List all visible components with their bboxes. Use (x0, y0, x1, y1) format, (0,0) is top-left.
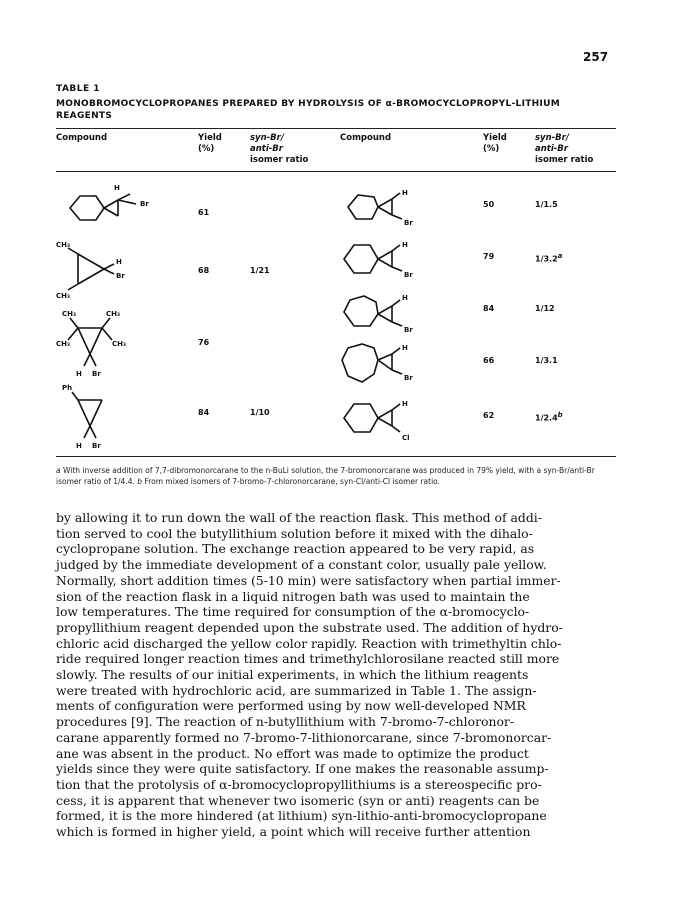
structure-phenyl-bromocyclopropane (56, 382, 166, 460)
label-ch3: CH₃ (112, 340, 127, 348)
label-cl: Cl (402, 434, 410, 442)
yield-left-0: 61 (198, 208, 210, 217)
footnote-mark-b: b (137, 477, 143, 486)
body-paragraph (56, 510, 622, 840)
header-ratio-left (250, 133, 308, 166)
footnote-b-text: From mixed isomers of 7-bromo-7-chloronorcarane, syn-Cl/anti-Cl isomer ratio. (144, 477, 440, 486)
body-line: ane was absent in the product. No effort was made to optimize the product (56, 745, 529, 761)
yield-left-2: 76 (198, 338, 210, 347)
footnote-mark-a: a (56, 466, 61, 475)
ratio-right-3: 1/3.1 (535, 356, 558, 365)
ratio-right-2: 1/12 (535, 304, 555, 313)
ratio-right-1 (535, 252, 562, 264)
label-br: Br (92, 442, 101, 450)
body-line: tion that the protolysis of α-bromocyclopropyllithiums is a stereospecific pro- (56, 776, 542, 792)
label-h: H (116, 258, 122, 266)
label-ch3: CH₃ (62, 310, 77, 318)
ratio-value: 1/3.2 (535, 254, 558, 264)
body-line: formed, it is the more hindered (at lithium) syn-lithio-anti-bromocyclopropane (56, 808, 547, 824)
header-ratio-syn: syn-Br/ (250, 133, 284, 143)
body-line: propyllithium reagent depended upon the substrate used. The addition of hydro- (56, 619, 563, 635)
label-ch3: CH₃ (56, 241, 71, 249)
structure-tetramethyl-bromocyclopropane (56, 306, 166, 386)
body-line: carane apparently formed no 7-bromo-7-lithionorcarane, since 7-bromonorcar- (56, 729, 552, 745)
ratio-left-3: 1/10 (250, 408, 270, 417)
header-ratio-tail: isomer ratio (250, 155, 309, 165)
header-yield-right (483, 133, 507, 155)
structure-bicyclohexane-bromide (340, 183, 440, 231)
label-br: Br (404, 271, 413, 279)
label-ph: Ph (62, 384, 73, 392)
label-h: H (402, 189, 408, 197)
header-yield-line2: (%) (483, 144, 500, 154)
footnote-a-text: With inverse addition of 7,7-dibromonorcarane to the n-BuLi solution, the 7-bromonorcarane was produced in 79% yield, with a syn-Br/anti-Br isomer ratio of 1/4.4. (56, 466, 595, 486)
body-line: by allowing it to run down the wall of the reaction flask. This method of addi- (56, 510, 542, 525)
ratio-right-4 (535, 411, 563, 423)
body-line: procedures [9]. The reaction of n-butyllithium with 7-bromo-7-chloronor- (56, 714, 515, 730)
yield-right-4: 62 (483, 411, 495, 420)
body-line: Normally, short addition times (5-10 min) were satisfactory when partial immer- (56, 572, 561, 588)
label-ch3: CH₃ (56, 292, 71, 300)
body-line: which is formed in higher yield, a point which will receive further attention (56, 824, 531, 840)
ratio-right-0: 1/1.5 (535, 200, 558, 209)
structure-norcarane-chloride (340, 394, 440, 446)
header-yield-line2: (%) (198, 144, 215, 154)
body-line: judged by the immediate development of a constant color, usually pale yellow. (56, 557, 547, 573)
header-ratio-right (535, 133, 593, 166)
label-h: H (402, 241, 408, 249)
table-header-rule (56, 171, 616, 172)
structure-norcarane-bromide (340, 235, 440, 285)
ratio-value: 1/2.4 (535, 413, 558, 423)
label-br: Br (92, 370, 101, 378)
table-footnote (56, 465, 621, 487)
header-ratio-syn: syn-Br/ (535, 133, 569, 143)
label-ch3: CH₃ (56, 340, 71, 348)
table-bottom-rule (56, 456, 616, 457)
label-br: Br (404, 374, 413, 382)
label-br: Br (404, 326, 413, 334)
structure-bicyclooctane-bromide (340, 290, 440, 338)
label-ch3: CH₃ (106, 310, 121, 318)
header-compound-right: Compound (340, 133, 392, 143)
table-caption: MONOBROMOCYCLOPROPANES PREPARED BY HYDROLYSIS OF α-BROMOCYCLOPROPYL-LITHIUM REAGENTS (56, 99, 561, 121)
ratio-left-1: 1/21 (250, 266, 270, 275)
body-line: sion of the reaction flask in a liquid nitrogen bath was used to maintain the (56, 588, 530, 604)
header-ratio-anti: anti-Br (250, 144, 283, 154)
structure-bicyclononane-bromide (340, 338, 440, 394)
structure-dimethyl-bromocyclopropane (56, 238, 166, 303)
header-compound-left: Compound (56, 133, 108, 143)
label-h: H (402, 294, 408, 302)
yield-right-2: 84 (483, 304, 495, 313)
header-yield-left (198, 133, 222, 155)
yield-right-3: 66 (483, 356, 495, 365)
body-line: tion served to cool the butyllithium solution before it mixed with the dihalo- (56, 525, 533, 541)
body-line: yields since they were quite satisfactory. If one makes the reasonable assump- (56, 761, 549, 777)
yield-left-1: 68 (198, 266, 210, 275)
body-line: ments of configuration were performed using by now well-developed NMR (56, 698, 526, 714)
label-h: H (402, 400, 408, 408)
label-h: H (402, 344, 408, 352)
footnote-mark-a: a (557, 252, 563, 260)
body-line: cyclopropane solution. The exchange reaction appeared to be very rapid, as (56, 541, 535, 557)
label-br: Br (404, 219, 413, 227)
body-line: were treated with hydrochloric acid, are summarized in Table 1. The assign- (56, 682, 537, 698)
body-line: slowly. The results of our initial experiments, in which the lithium reagents (56, 667, 529, 683)
table-label: TABLE 1 (56, 84, 101, 94)
table-top-rule (56, 128, 616, 129)
body-line: low temperatures. The time required for consumption of the α-bromocyclo- (56, 604, 530, 620)
yield-right-0: 50 (483, 200, 495, 209)
yield-left-3: 84 (198, 408, 210, 417)
label-br: Br (116, 272, 125, 280)
header-ratio-tail: isomer ratio (535, 155, 594, 165)
body-line: cess, it is apparent that whenever two isomeric (syn or anti) reagents can be (56, 792, 540, 808)
yield-right-1: 79 (483, 252, 495, 261)
header-yield-line1: Yield (198, 133, 222, 143)
label-h: H (76, 442, 82, 450)
header-yield-line1: Yield (483, 133, 507, 143)
label-br: Br (140, 200, 149, 208)
page-number: 257 (583, 50, 609, 64)
structure-bicyclic-bromide (56, 182, 166, 232)
label-h: H (76, 370, 82, 378)
label-h: H (114, 184, 120, 192)
footnote-mark-b: b (557, 411, 563, 419)
body-line: ride required longer reaction times and trimethylchlorosilane reacted still more (56, 651, 560, 667)
header-ratio-anti: anti-Br (535, 144, 568, 154)
body-line: chloric acid discharged the yellow color rapidly. Reaction with trimethyltin chlo- (56, 635, 562, 651)
